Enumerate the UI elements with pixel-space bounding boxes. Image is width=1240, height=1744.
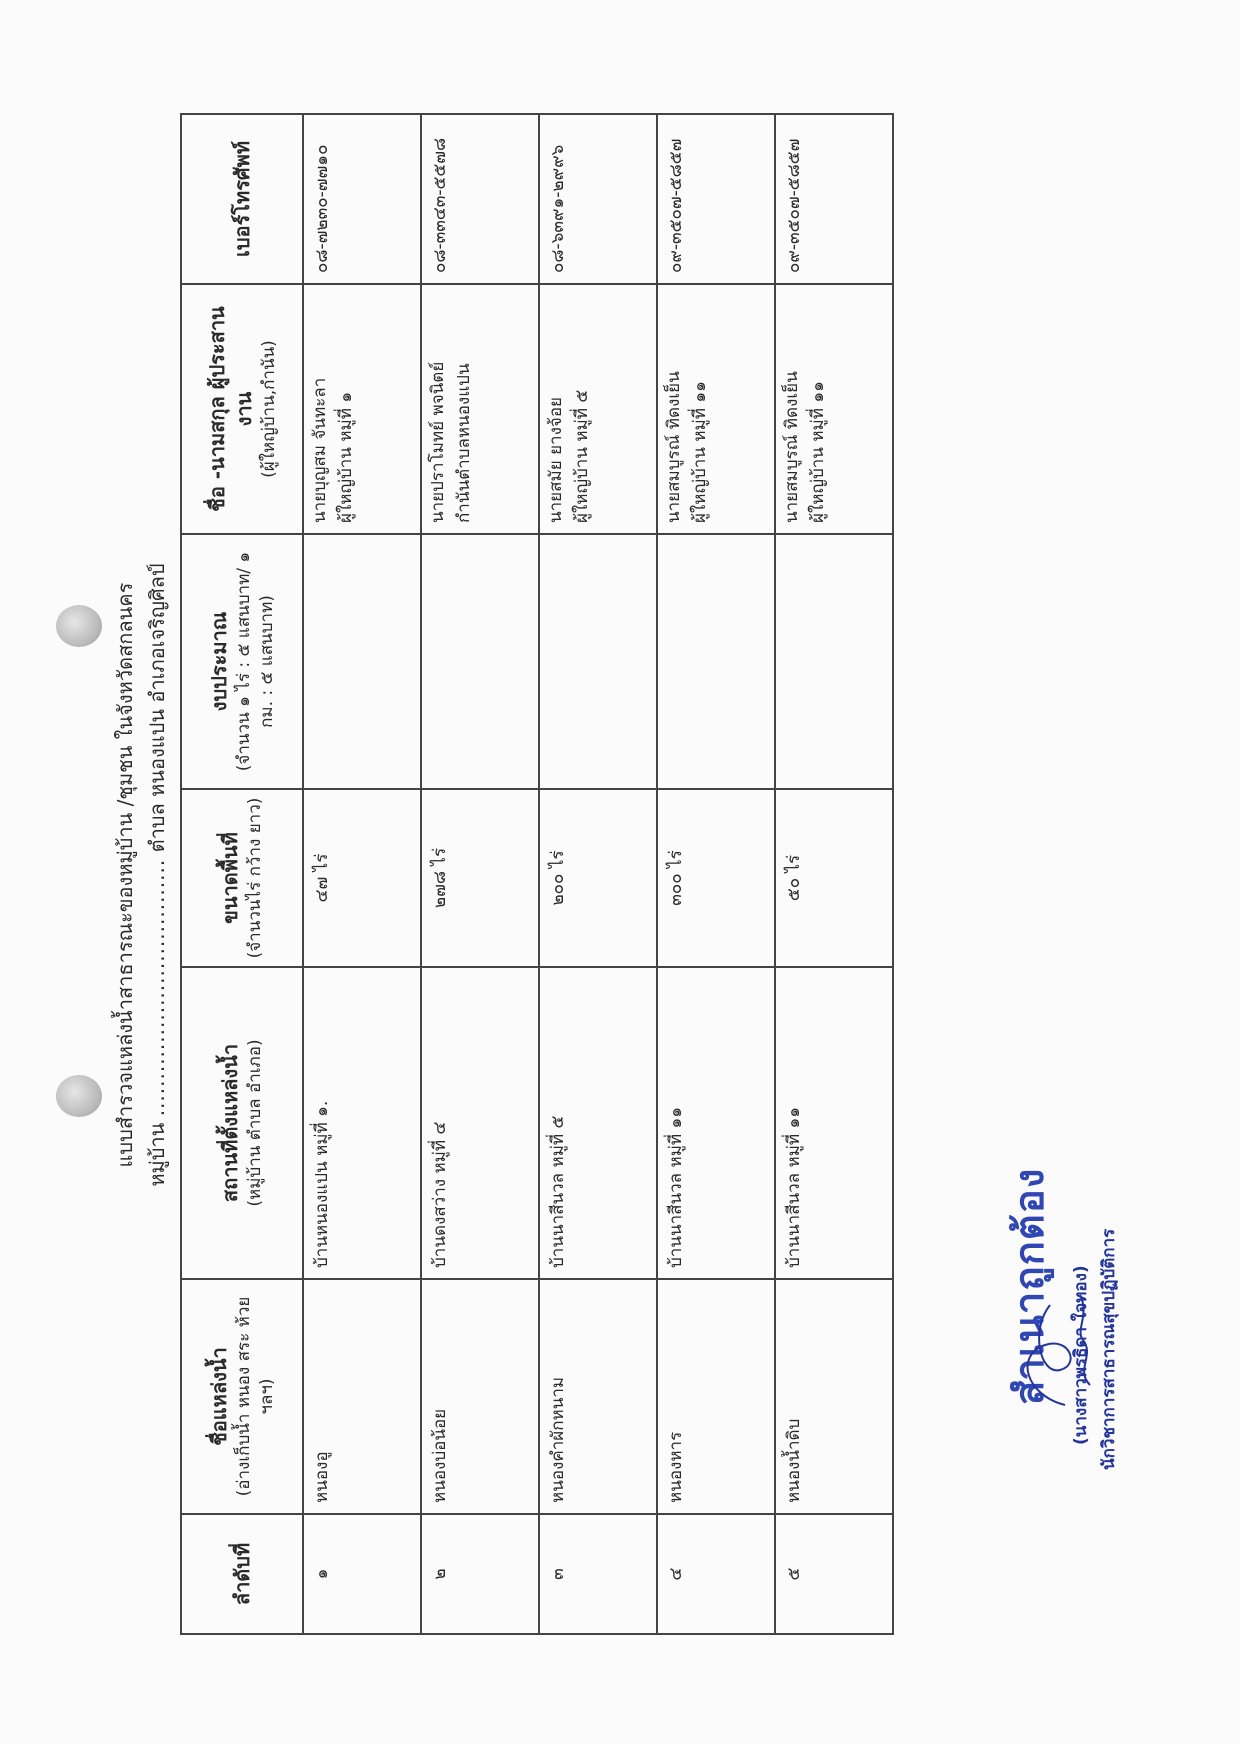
- cell-phone: ๐๘-๗๒๓๐-๗๗๑๐: [303, 114, 421, 284]
- rotated-document: [105, 115, 1119, 1635]
- cell-area: ๒๐๐ ไร่: [539, 789, 657, 967]
- cell-coordinator: นายบุญสม จันทะลา ผู้ใหญ่บ้าน หมู่ที่ ๑: [303, 284, 421, 534]
- cell-coordinator: นายปราโมทย์ พจนิตย์ กำนันตำบลหนองแปน: [421, 284, 539, 534]
- document-subtitle: [141, 115, 173, 1635]
- header-location: สถานที่ตั้งแหล่งน้ำ (หมู่บ้าน ตำบล อำเภอ): [181, 967, 303, 1279]
- cell-no: ๒: [421, 1514, 539, 1634]
- cell-phone: ๐๘-๖๓๙๑-๒๙๙๖: [539, 114, 657, 284]
- header-budget: งบประมาณ (จำนวน ๑ ไร่ : ๕ แสนบาท/ ๑ กม. : ๕ แสนบาท): [181, 534, 303, 789]
- cell-name: หนองบ่อน้อย: [421, 1279, 539, 1514]
- cell-phone: ๐๙-๓๕๐๗-๕๘๕๗: [657, 114, 775, 284]
- cell-name: หนองน้ำดิบ: [775, 1279, 893, 1514]
- cell-name: หนองอู: [303, 1279, 421, 1514]
- cell-budget: [539, 534, 657, 789]
- cell-name: หนองหาร: [657, 1279, 775, 1514]
- header-no: ลำดับที่: [181, 1514, 303, 1634]
- cell-area: ๓๐๐ ไร่: [657, 789, 775, 967]
- subtitle-village-label: หมู่บ้าน: [145, 1122, 169, 1187]
- cell-area: ๕๐ ไร่: [775, 789, 893, 967]
- signer-name: (นางสาวพรธิดา ใจทอง): [1071, 1265, 1091, 1445]
- cell-phone: ๐๘-๓๓๔๓-๕๕๗๘: [421, 114, 539, 284]
- header-name: ชื่อแหล่งน้ำ (อ่างเก็บน้ำ หนอง สระ ห้วย ฯลฯ): [181, 1279, 303, 1514]
- cell-location: บ้านหนองแปน หมู่ที่ ๑.: [303, 967, 421, 1279]
- cell-budget: [657, 534, 775, 789]
- table-row: [303, 114, 421, 1634]
- cell-location: บ้านนาสีนวล หมู่ที่ ๕: [539, 967, 657, 1279]
- survey-table: [180, 113, 894, 1635]
- cell-budget: [303, 534, 421, 789]
- table-row: [421, 114, 539, 1634]
- header-phone: เบอร์โทรศัพท์: [181, 114, 303, 284]
- cell-no: ๑: [303, 1514, 421, 1634]
- table-row: [657, 114, 775, 1634]
- punch-hole-bottom: [56, 1075, 102, 1117]
- header-coordinator: ชื่อ -นามสกุล ผู้ประสานงาน (ผู้ใหญ่บ้าน,กำนัน): [181, 284, 303, 534]
- cell-name: หนองคำผักหนาม: [539, 1279, 657, 1514]
- cell-location: บ้านดงสว่าง หมู่ที่ ๔: [421, 967, 539, 1279]
- cell-no: ๕: [775, 1514, 893, 1634]
- cell-area: ๔๗ ไร่: [303, 789, 421, 967]
- subtitle-district: ตำบล หนองแปน อำเภอเจริญศิลป์: [145, 563, 169, 853]
- table-row: [539, 114, 657, 1634]
- certified-copy-stamp: สำเนาถูกต้อง: [1007, 1167, 1053, 1405]
- table-row: [775, 114, 893, 1634]
- document-title: แบบสำรวจแหล่งน้ำสาธารณะของหมู่บ้าน /ชุมชน ในจังหวัดสกลนคร: [113, 582, 137, 1168]
- cell-coordinator: นายสมัย ยางจ้อย ผู้ใหญ่บ้าน หมู่ที่ ๕: [539, 284, 657, 534]
- cell-coordinator: นายสมบูรณ์ ทิดงเย็น ผู้ใหญ่บ้าน หมู่ที่ ๑๑: [775, 284, 893, 534]
- cell-coordinator: นายสมบูรณ์ ทิดงเย็น ผู้ใหญ่บ้าน หมู่ที่ ๑๑: [657, 284, 775, 534]
- cell-no: ๔: [657, 1514, 775, 1634]
- cell-area: ๒๗๘ ไร่: [421, 789, 539, 967]
- cell-budget: [421, 534, 539, 789]
- header-area: ขนาดพื้นที่ (จำนวนไร่ กว้าง ยาว): [181, 789, 303, 967]
- subtitle-blank-line: ...................................: [145, 858, 169, 1117]
- cell-location: บ้านนาสีนวล หมู่ที่ ๑๑: [775, 967, 893, 1279]
- signer-position: นักวิชาการสาธารณสุขปฏิบัติการ: [1099, 1228, 1119, 1470]
- survey-table-wrapper: [180, 115, 957, 1635]
- cell-budget: [775, 534, 893, 789]
- table-header-row: [181, 114, 303, 1634]
- cell-location: บ้านนาสีนวล หมู่ที่ ๑๑: [657, 967, 775, 1279]
- cell-no: ๓: [539, 1514, 657, 1634]
- punch-hole-top: [56, 605, 102, 647]
- cell-phone: ๐๙-๓๕๐๗-๕๘๕๗: [775, 114, 893, 284]
